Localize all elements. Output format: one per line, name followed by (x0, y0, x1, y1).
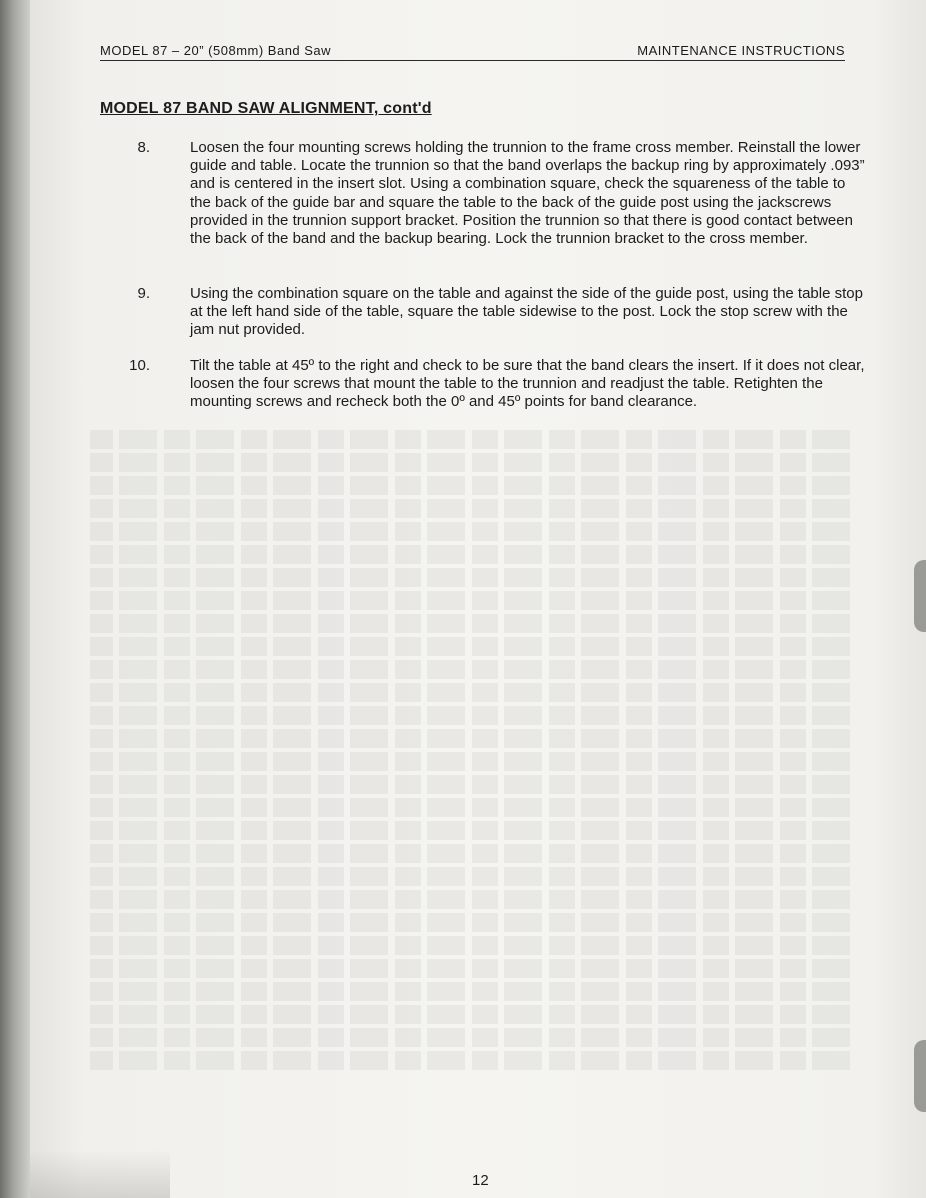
step-number: 8. (137, 139, 150, 156)
binding-edge (0, 0, 30, 1198)
step-number: 9. (137, 285, 150, 302)
punch-hole (914, 1040, 926, 1112)
step-number: 10. (129, 357, 150, 374)
header-section-name: MAINTENANCE INSTRUCTIONS (637, 43, 845, 58)
step-text: Loosen the four mounting screws holding the trunnion to the frame cross member. Reinstall the lower guide and table. Locate the trunnion so that the band overlaps the backup ring by approximately .093” and is centered in the insert slot. Using a combination square, check the squareness of the table to the back of the guide bar and square the table to the back of the guide post using the jackscrews provided in the trunnion support bracket. Position the trunnion so that there is good contact between the back of the band and the backup bearing. Lock the trunnion bracket to the cross member. (190, 139, 865, 248)
punch-hole (914, 560, 926, 632)
page-header (100, 43, 845, 61)
section-title: MODEL 87 BAND SAW ALIGNMENT, cont'd (100, 100, 432, 117)
step-text: Using the combination square on the table and against the side of the guide post, using the table stop at the left hand side of the table, square the table sidewise to the post. Lock the stop screw with the jam nut provided. (190, 285, 863, 339)
step-text: Tilt the table at 45º to the right and check to be sure that the band clears the insert. If it does not clear, loosen the four screws that mount the table to the trunnion and readjust the table. Retighten the mounting screws and recheck both the 0º and 45º points for band clearance. (190, 357, 865, 411)
header-model-title: MODEL 87 – 20” (508mm) Band Saw (100, 43, 332, 58)
scan-smudge (30, 1150, 170, 1198)
page-number: 12 (472, 1172, 489, 1189)
